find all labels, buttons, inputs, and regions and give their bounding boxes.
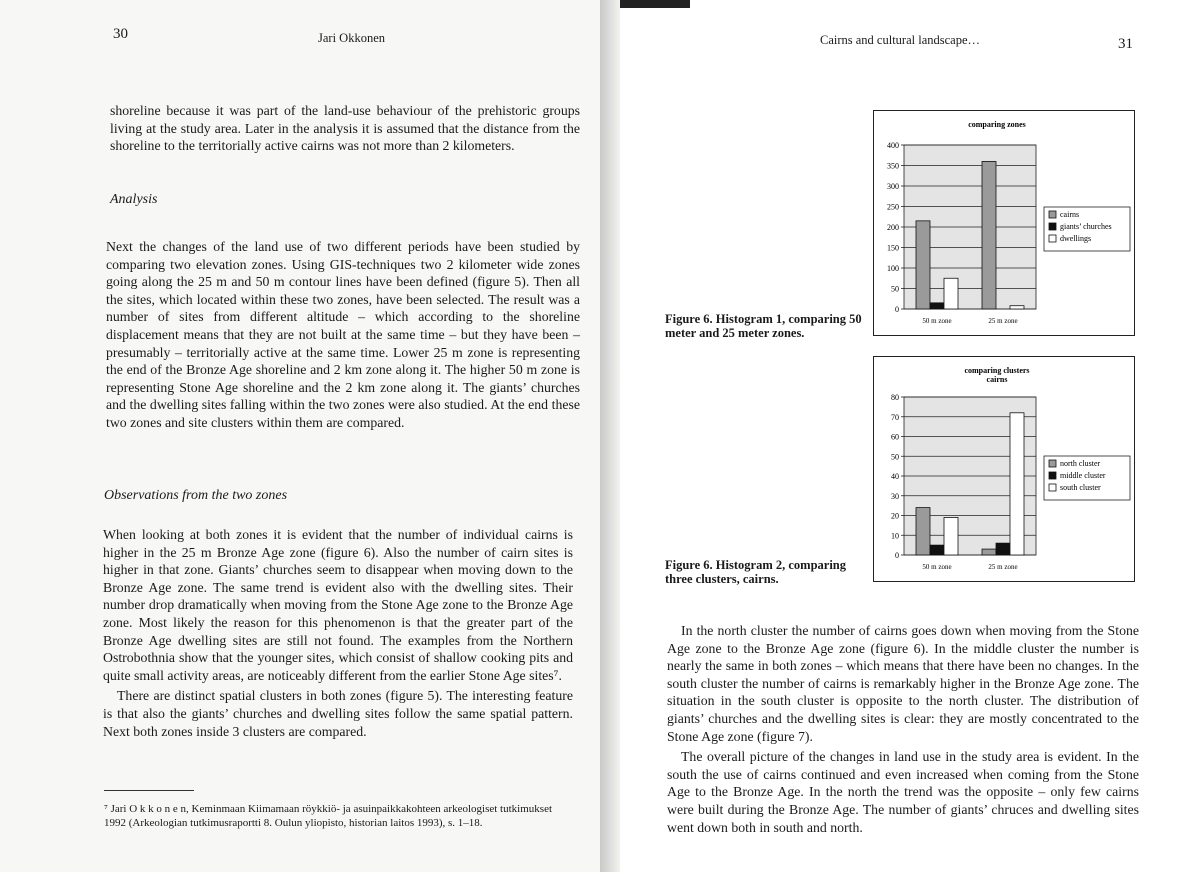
y-tick-label: 300 — [887, 182, 899, 191]
legend-label: cairns — [1060, 210, 1080, 219]
y-tick-label: 50 — [891, 284, 899, 294]
chart-comparing-clusters — [873, 356, 1135, 582]
y-tick-label: 0 — [895, 305, 899, 314]
x-category-label: 50 m zone — [922, 317, 952, 325]
observations-text: When looking at both zones it is evident that the number of individual cairns is higher in the 25 m Bronze Age zone (figure 6). Also the number of cairn sites is higher in that zone. Giants’ churches seem to disappear when moving down to the Bronze Age zone. The same trend is evident also with the dwelling sites. Their number drop dramatically when moving from the Stone Age zone to the Bronze Age zone. Most likely the reason for this phenomenon is that the greater part of the Bronze Age dwelling sites are still not found. The examples from the Northern Ostrobothnia show that the younger sites, which consist of shallow cooking pits and quite small activity areas, are noticeably different from the earlier Stone Age sites⁷. — [103, 527, 573, 683]
page-number-left: 30 — [113, 26, 128, 42]
legend-swatch — [1049, 484, 1056, 491]
right-page — [620, 0, 1200, 872]
running-head-right: Cairns and cultural landscape… — [820, 33, 981, 47]
figure-caption-1: Figure 6. Histogram 1, comparing 50 meter and 25 meter zones. — [665, 312, 862, 340]
legend-label: giants’ churches — [1060, 222, 1112, 231]
bar — [916, 221, 930, 309]
bar — [930, 545, 944, 555]
intro-paragraph — [110, 102, 580, 158]
chart-comparing-zones — [873, 110, 1135, 336]
bar — [982, 549, 996, 555]
bar — [996, 543, 1010, 555]
chart-subtitle: cairns — [986, 375, 1008, 384]
analysis-text: Next the changes of the land use of two different periods have been studied by comparing two elevation zones. Using GIS-techniques two 2 kilometer wide zones going along the 25 m and 50 m contour lines have been defined (figure 5). Then all the sites, which located within these two zones, have been selected. The result was a number of sites from different altitude – which according to the shoreline displacement means that they are not built at the same time – but they have been – presumably – territorially active at the same time. Lower 25 m zone is representing the end of the Bronze Age shoreline and 2 km zone along it. The higher 50 m zone is representing Stone Age shoreline and the 2 km zone along it. The giants’ churches and the dwelling sites falling within the two zones were also studied. At the end these two zones and site clusters within them are compared. — [106, 239, 580, 430]
footnote: ⁷ Jari O k k o n e n, Keminmaan Kiimamaan röykkiö- ja asuinpaikkakohteen arkeologiset tutkimukset 1992 (Arkeologian tutkimusraportti 8. Oulun yliopisto, historian laitos 1993), s. 1–18. — [104, 803, 553, 829]
chart-comparing-clusters-svg — [874, 357, 1134, 581]
heading-observations: Observations from the two zones — [104, 488, 288, 503]
y-tick-label: 100 — [887, 264, 899, 273]
y-tick-label: 0 — [895, 551, 899, 560]
x-category-label: 25 m zone — [988, 563, 1018, 571]
bar — [1010, 306, 1024, 309]
chart-title: comparing zones — [968, 120, 1026, 129]
bar — [916, 508, 930, 555]
right-paragraph-2: The overall picture of the changes in land use in the study area is evident. In the south the use of cairns continued and even increased when coming from the Stone Age to the Bronze Age. In the north the trend was the opposite – only few cairns were built during the Bronze Age. The number of giants’ chruces and dwelling sites went down both in south and north. — [667, 749, 1139, 835]
clusters-text: There are distinct spatial clusters in both zones (figure 5). The interesting feature is that also the giants’ churches and dwelling sites follow the same spatial pattern. Next both zones inside 3 clusters are compared. — [103, 688, 573, 739]
right-paragraph-1: In the north cluster the number of cairns goes down when moving from the Stone Age zone to the Bronze Age zone (figure 6). In the middle cluster the number is nearly the same in both zones – which means that there have been no changes. In the south cluster the number of cairns is remarkably higher in the Bronze Age zone. The situation in the south cluster is opposite to the north cluster. The distribution of giants’ churches and the dwelling sites is clear: they are mostly concentrated to the Stone Age zone (figure 7). — [667, 623, 1139, 744]
x-category-label: 25 m zone — [988, 317, 1018, 325]
y-tick-label: 80 — [891, 393, 899, 402]
y-tick-label: 70 — [891, 412, 899, 422]
bar — [1010, 413, 1024, 555]
legend-label: middle cluster — [1060, 471, 1106, 480]
right-body-text — [667, 622, 1139, 839]
observations-paragraph — [103, 526, 573, 743]
legend-swatch — [1049, 223, 1056, 230]
legend-label: south cluster — [1060, 483, 1101, 492]
y-tick-label: 50 — [891, 452, 899, 462]
legend-label: north cluster — [1060, 459, 1101, 468]
legend-label: dwellings — [1060, 234, 1092, 243]
legend-swatch — [1049, 235, 1056, 242]
bar — [930, 303, 944, 309]
gutter — [600, 0, 620, 872]
legend-swatch — [1049, 211, 1056, 218]
chart-comparing-zones-svg — [874, 111, 1134, 335]
analysis-paragraph — [106, 238, 580, 435]
footnote-rule — [104, 790, 194, 791]
legend-swatch — [1049, 472, 1056, 479]
legend-swatch — [1049, 460, 1056, 467]
heading-analysis: Analysis — [110, 192, 158, 207]
figure-caption-2: Figure 6. Histogram 2, comparing three clusters, cairns. — [665, 558, 846, 586]
running-head-left: Jari Okkonen — [318, 31, 385, 45]
y-tick-label: 60 — [891, 432, 899, 442]
y-tick-label: 10 — [891, 531, 899, 541]
bar — [944, 517, 958, 555]
y-tick-label: 200 — [887, 223, 899, 232]
intro-text: shoreline because it was part of the land-use behaviour of the prehistoric groups living at the study area. Later in the analysis it is assumed that the distance from the shoreline to the territorially active cairns was not more than 2 kilometers. — [110, 103, 580, 154]
y-tick-label: 400 — [887, 141, 899, 150]
y-tick-label: 30 — [891, 491, 899, 501]
bar — [982, 161, 996, 309]
y-tick-label: 20 — [891, 511, 899, 521]
bar — [944, 278, 958, 309]
chart-title: comparing clusters — [964, 366, 1030, 375]
y-tick-label: 40 — [891, 472, 899, 481]
x-category-label: 50 m zone — [922, 563, 952, 571]
y-tick-label: 350 — [887, 161, 899, 171]
y-tick-label: 150 — [887, 243, 899, 253]
scan-corner-shadow — [620, 0, 690, 8]
page-number-right: 31 — [1118, 36, 1133, 52]
y-tick-label: 250 — [887, 202, 899, 212]
